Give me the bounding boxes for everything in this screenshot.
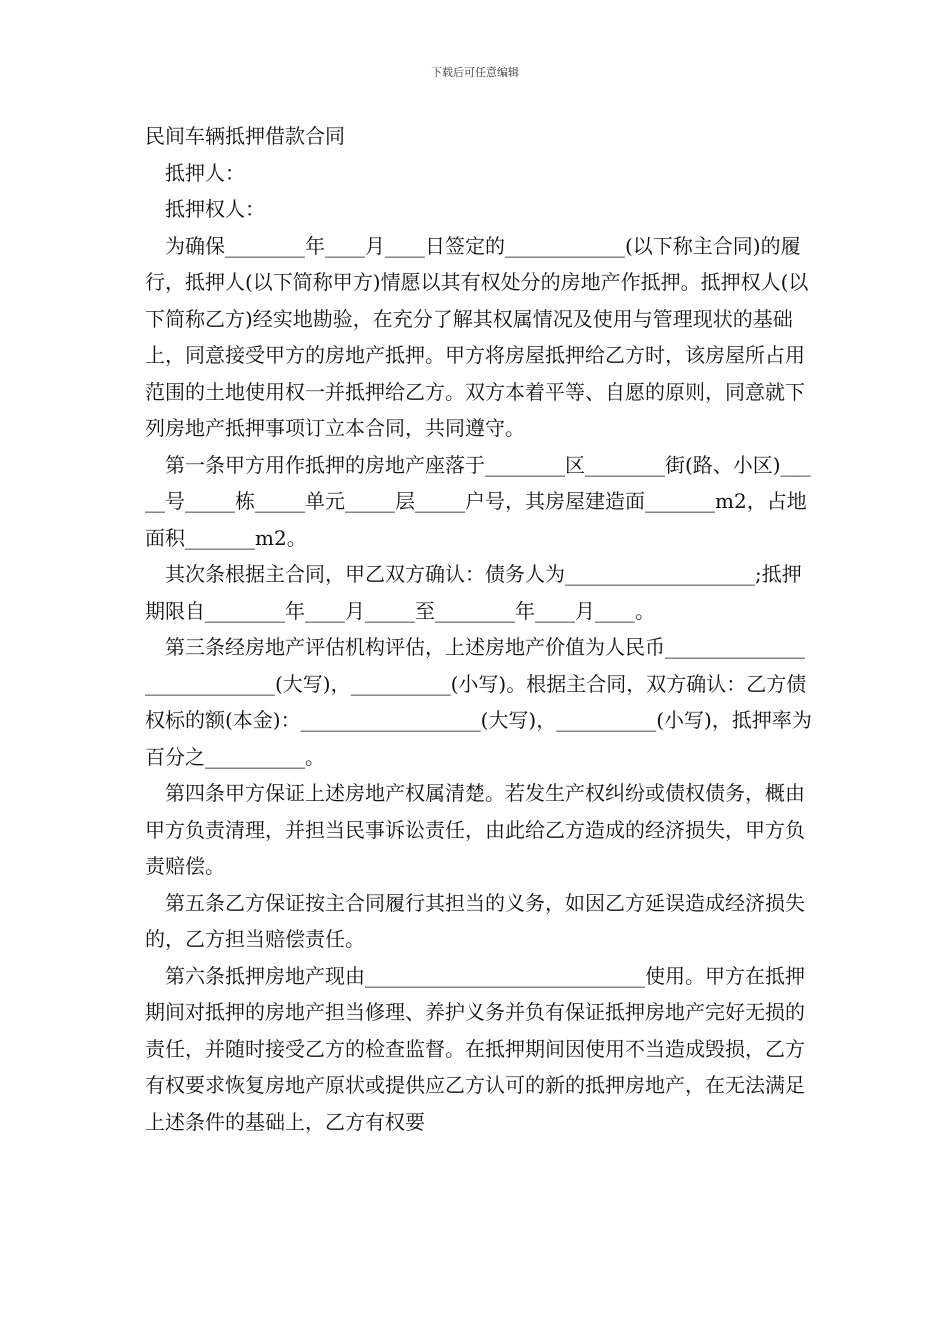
document-body xyxy=(145,118,813,1140)
article-3-paragraph: 第三条经房地产评估机构评估，上述房地产价值为人民币___________________________(大写)，__________(小写)。根据主合同，双方确认：乙方债权标的额(本金)：__________________(大写)，__________(小写)，抵押率为百分之__________。 xyxy=(145,635,812,769)
article-2-paragraph: 其次条根据主合同，甲乙双方确认：债务人为___________________;抵押期限自________年____月_____至________年____月____。 xyxy=(145,562,802,623)
preamble-paragraph: 为确保________年____月____日签定的____________(以下称主合同)的履行，抵押人(以下简称甲方)情愿以其有权处分的房地产作抵押。抵押权人(以下简称乙方)经实地勘验，在充分了解其权属情况及使用与管理现状的基础上，同意接受甲方的房地产抵押。甲方将房屋抵押给乙方时，该房屋所占用范围的土地使用权一并抵押给乙方。双方本着平等、自愿的原则，同意就下列房地产抵押事项订立本合同，共同遵守。 xyxy=(145,233,809,440)
mortgagor-line: 抵押人： xyxy=(165,160,245,185)
page-header: 下载后可任意编辑 xyxy=(431,66,519,79)
article-1-paragraph: 第一条甲方用作抵押的房地产座落于________区________街(路、小区)_____号_____栋_____单元_____层_____户号，其房屋建造面_______m2，占地面积_______m2。 xyxy=(145,452,811,550)
mortgagee-line: 抵押权人： xyxy=(165,197,265,221)
article-4-paragraph: 第四条甲方保证上述房地产权属清楚。若发生产权纠纷或债权债务，概由甲方负责清理，并担当民事诉讼责任，由此给乙方造成的经济损失，甲方负责赔偿。 xyxy=(145,781,805,878)
document-title: 民间车辆抵押借款合同 xyxy=(145,124,345,148)
article-6-paragraph: 第六条抵押房地产现由____________________________使用。甲方在抵押期间对抵押的房地产担当修理、养护义务并负有保证抵押房地产完好无损的责任，并随时接受乙方的检查监督。在抵押期间因使用不当造成毁损，乙方有权要求恢复房地产原状或提供应乙方认可的新的抵押房地产，在无法满足上述条件的基础上，乙方有权要 xyxy=(145,963,805,1134)
article-5-paragraph: 第五条乙方保证按主合同履行其担当的义务，如因乙方延误造成经济损失的，乙方担当赔偿责任。 xyxy=(145,890,805,951)
